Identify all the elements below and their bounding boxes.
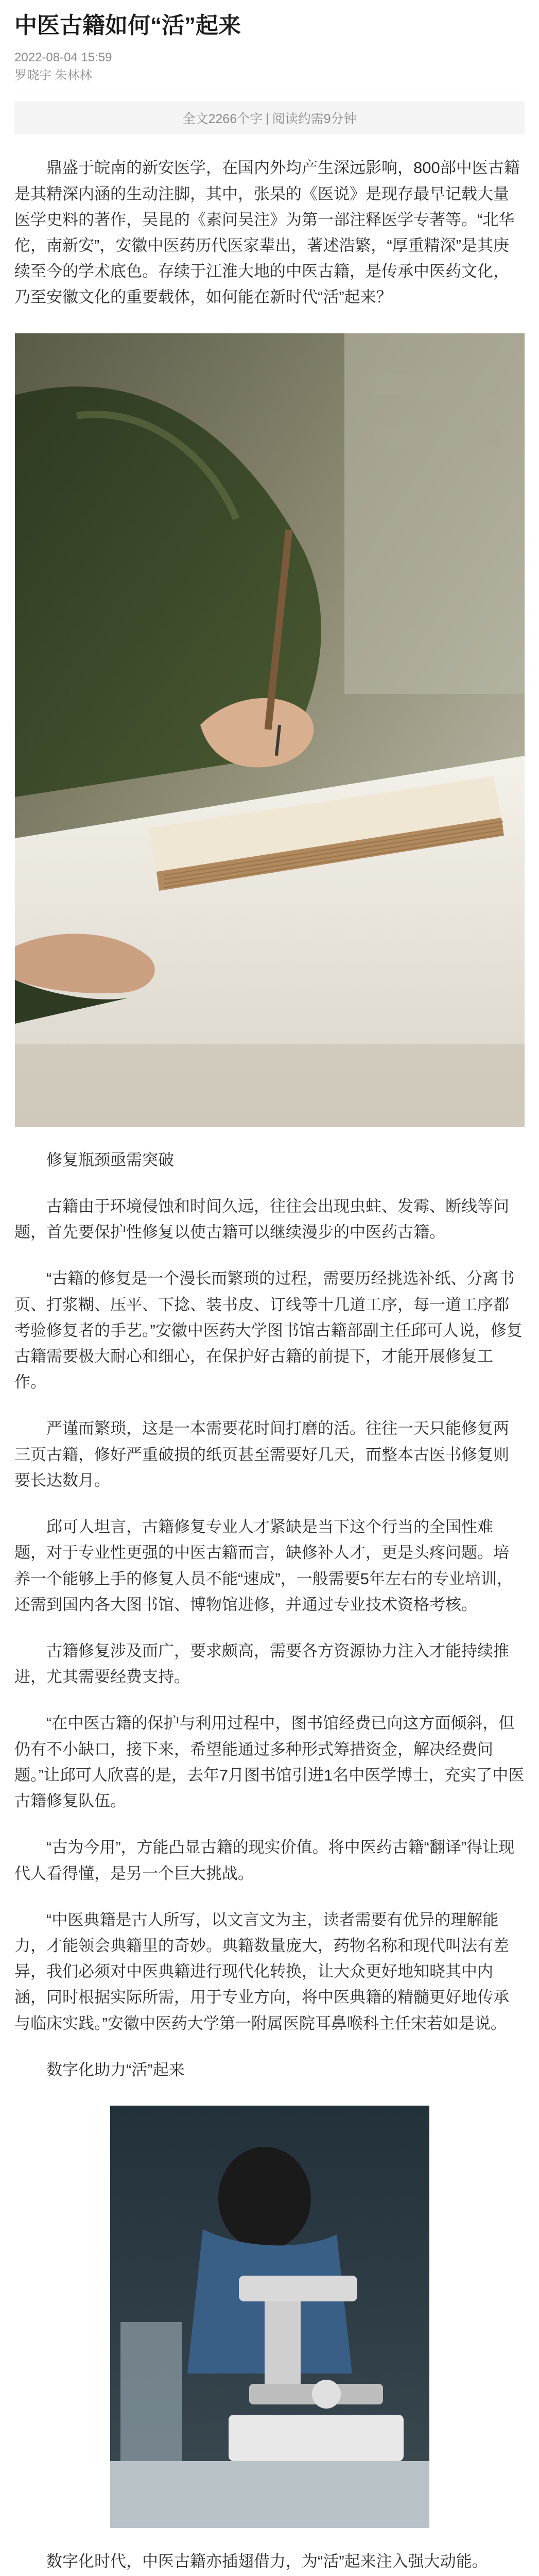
- microscope-photo: [110, 2106, 429, 2528]
- read-time: 阅读约需9分钟: [272, 112, 357, 127]
- publish-date: 2022-08-04 15:59: [14, 50, 112, 64]
- author-line: 罗晓宇 朱林林: [14, 68, 92, 82]
- section1-paragraph: 古籍修复涉及面广，要求颇高，需要各方资源协力注入才能持续推进，尤其需要经费支持。: [14, 1641, 509, 1686]
- article-body: [0, 155, 539, 2576]
- section1-paragraph: “古为今用”，方能凸显古籍的现实价值。将中医药古籍“翻译”得让现代人看得懂，是另一个巨大挑战。: [14, 1838, 515, 1883]
- section1-paragraph: 严谨而繁琐，这是一本需要花时间打磨的活。往往一天只能修复两三页古籍，修好严重破损的纸页甚至需要好几天，而整本古医书修复则要长达数月。: [14, 1419, 509, 1489]
- summary-separator: |: [266, 110, 269, 125]
- intro-paragraph: 鼎盛于皖南的新安医学，在国内外均产生深远影响，800部中医古籍是其精深内涵的生动注脚，其中，张杲的《医说》是现存最早记载大量医学史料的著作，吴昆的《素问吴注》为第一部注释医学专著等。“北华佗，南新安”，安徽中医药历代医家辈出，著述浩繁，“厚重精深”是其庚续至今的学术底色。存续于江淮大地的中医古籍，是传承中医药文化，乃至安徽文化的重要载体，如何能在新时代“活”起来？: [14, 159, 520, 307]
- article-title: 中医古籍如何“活”起来: [14, 13, 241, 38]
- section1-paragraph: “中医典籍是古人所写，以文言文为主，读者需要有优异的理解能力，才能领会典籍里的奇妙。典籍数量庞大，药物名称和现代叫法有差异，我们必须对中医典籍进行现代化转换，让大众更好地知晓其中内涵，同时根据实际所需，用于专业方向，将中医典籍的精髓更好地传承与临床实践。”安徽中医药大学第一附属医院耳鼻喉科主任宋若如是说。: [14, 1910, 509, 2032]
- section1-paragraph: 邱可人坦言，古籍修复专业人才紧缺是当下这个行当的全国性难题，对于专业性更强的中医古籍而言，缺修补人才，更是头疼问题。培养一个能够上手的修复人员不能“速成”，一般需要5年左右的专业培训，还需到国内各大图书馆、博物馆进修，并通过专业技术资格考核。: [14, 1518, 513, 1614]
- section1-paragraph: “在中医古籍的保护与利用过程中，图书馆经费已向这方面倾斜，但仍有不小缺口，接下来，希望能通过多种形式筹措资金，解决经费问题。”让邱可人欣喜的是，去年7月图书馆引进1名中医学博士，充实了中医古籍修复队伍。: [14, 1714, 525, 1810]
- restoration-photo: [15, 333, 525, 1127]
- section-heading-digitization: 数字化助力“活”起来: [46, 2060, 185, 2079]
- section2-paragraph: 数字化时代，中医古籍亦插翅借力，为“活”起来注入强大动能。: [46, 2552, 488, 2571]
- word-count: 全文2266个字: [182, 112, 263, 127]
- reading-summary: [14, 101, 525, 134]
- section-heading-restoration: 修复瓶颈亟需突破: [46, 1150, 174, 1169]
- section1-paragraph: 古籍由于环境侵蚀和时间久远，往往会出现虫蛀、发霉、断线等问题，首先要保护性修复以使古籍可以继续漫步的中医药古籍。: [14, 1197, 509, 1242]
- section1-paragraph: “古籍的修复是一个漫长而繁琐的过程，需要历经挑选补纸、分离书页、打浆糊、压平、下捻、装书皮、订线等十几道工序，每一道工序都考验修复者的手艺。”安徽中医药大学图书馆古籍部副主任邱可人说，修复古籍需要极大耐心和细心，在保护好古籍的前提下，才能开展修复工作。: [14, 1269, 523, 1392]
- article-header: [0, 0, 539, 92]
